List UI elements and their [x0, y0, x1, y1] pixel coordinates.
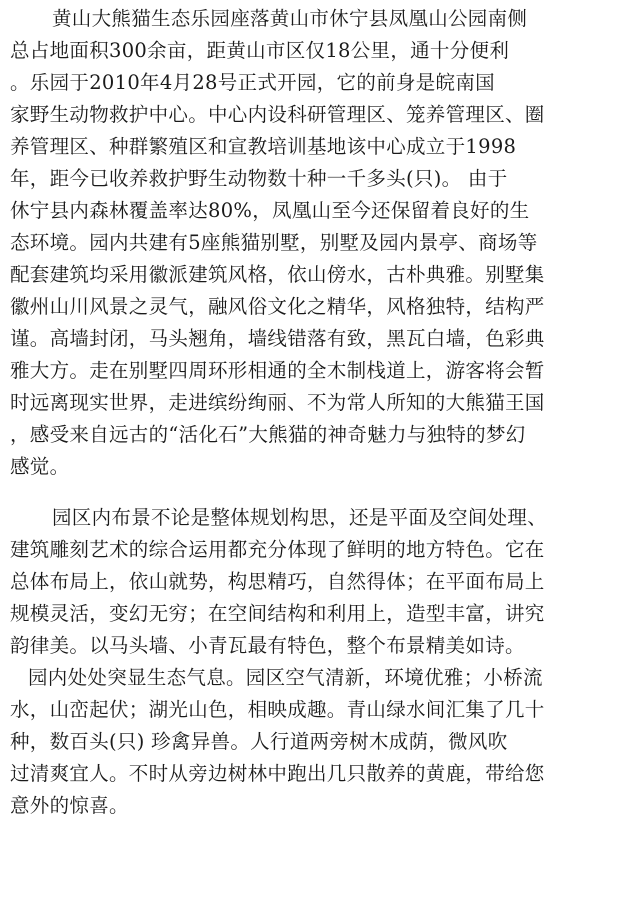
text-line: 园内处处突显生态气息。园区空气清新，环境优雅；小桥流: [28, 666, 543, 689]
text-line: 总占地面积300余亩，距黄山市区仅18公里，通十分便利: [10, 39, 510, 62]
text-line: 黄山大熊猫生态乐园座落黄山市休宁县凤凰山公园南侧: [52, 7, 528, 30]
paragraph-layout: [10, 502, 638, 662]
text-line: 规模灵活，变幻无穷；在空间结构和利用上，造型丰富，讲究: [10, 602, 545, 625]
text-line: 配套建筑均采用徽派建筑风格，依山傍水，古朴典雅。别墅集: [10, 263, 545, 286]
text-line: 雅大方。走在别墅四周环形相通的全木制栈道上，游客将会暂: [10, 359, 545, 382]
text-line: 意外的惊喜。: [10, 794, 129, 817]
text-line: 养管理区、种群繁殖区和宣教培训基地该中心成立于1998: [10, 135, 517, 158]
text-line: 种，数百头(只) 珍禽异兽。人行道两旁树木成荫，微风吹: [10, 730, 508, 753]
text-line: 建筑雕刻艺术的综合运用都充分体现了鲜明的地方特色。它在: [10, 538, 545, 561]
text-line: 。乐园于2010年4月28号正式开园，它的前身是皖南国: [10, 71, 495, 94]
text-line: 家野生动物救护中心。中心内设科研管理区、笼养管理区、圈: [10, 103, 545, 126]
text-line: ，感受来自远古的“活化石”大熊猫的神奇魅力与独特的梦幻: [10, 423, 526, 446]
text-line: 时远离现实世界，走进缤纷绚丽、不为常人所知的大熊猫王国: [10, 391, 545, 414]
paragraph-ecology: [10, 662, 638, 822]
text-line: 韵律美。以马头墙、小青瓦最有特色，整个布景精美如诗。: [10, 634, 525, 657]
text-line: 水，山峦起伏；湖光山色，相映成趣。青山绿水间汇集了几十: [10, 698, 545, 721]
text-line: 感觉。: [10, 455, 70, 478]
paragraph-intro: [10, 0, 638, 483]
text-line: 总体布局上，依山就势，构思精巧，自然得体；在平面布局上: [10, 570, 545, 593]
text-line: 园区内布景不论是整体规划构思，还是平面及空间处理、: [52, 506, 548, 529]
text-line: 过清爽宜人。不时从旁边树林中跑出几只散养的黄鹿，带给您: [10, 762, 545, 785]
text-line: 徽州山川风景之灵气，融风俗文化之精华，风格独特，结构严: [10, 295, 545, 318]
text-line: 态环境。园内共建有5座熊猫别墅，别墅及园内景亭、商场等: [10, 231, 538, 254]
text-line: 休宁县内森林覆盖率达80%，凤凰山至今还保留着良好的生: [10, 199, 530, 222]
text-line: 年，距今已收养救护野生动物数十种一千多头(只)。 由于: [10, 167, 508, 190]
text-line: 谨。高墙封闭，马头翘角，墙线错落有致，黑瓦白墙，色彩典: [10, 327, 545, 350]
